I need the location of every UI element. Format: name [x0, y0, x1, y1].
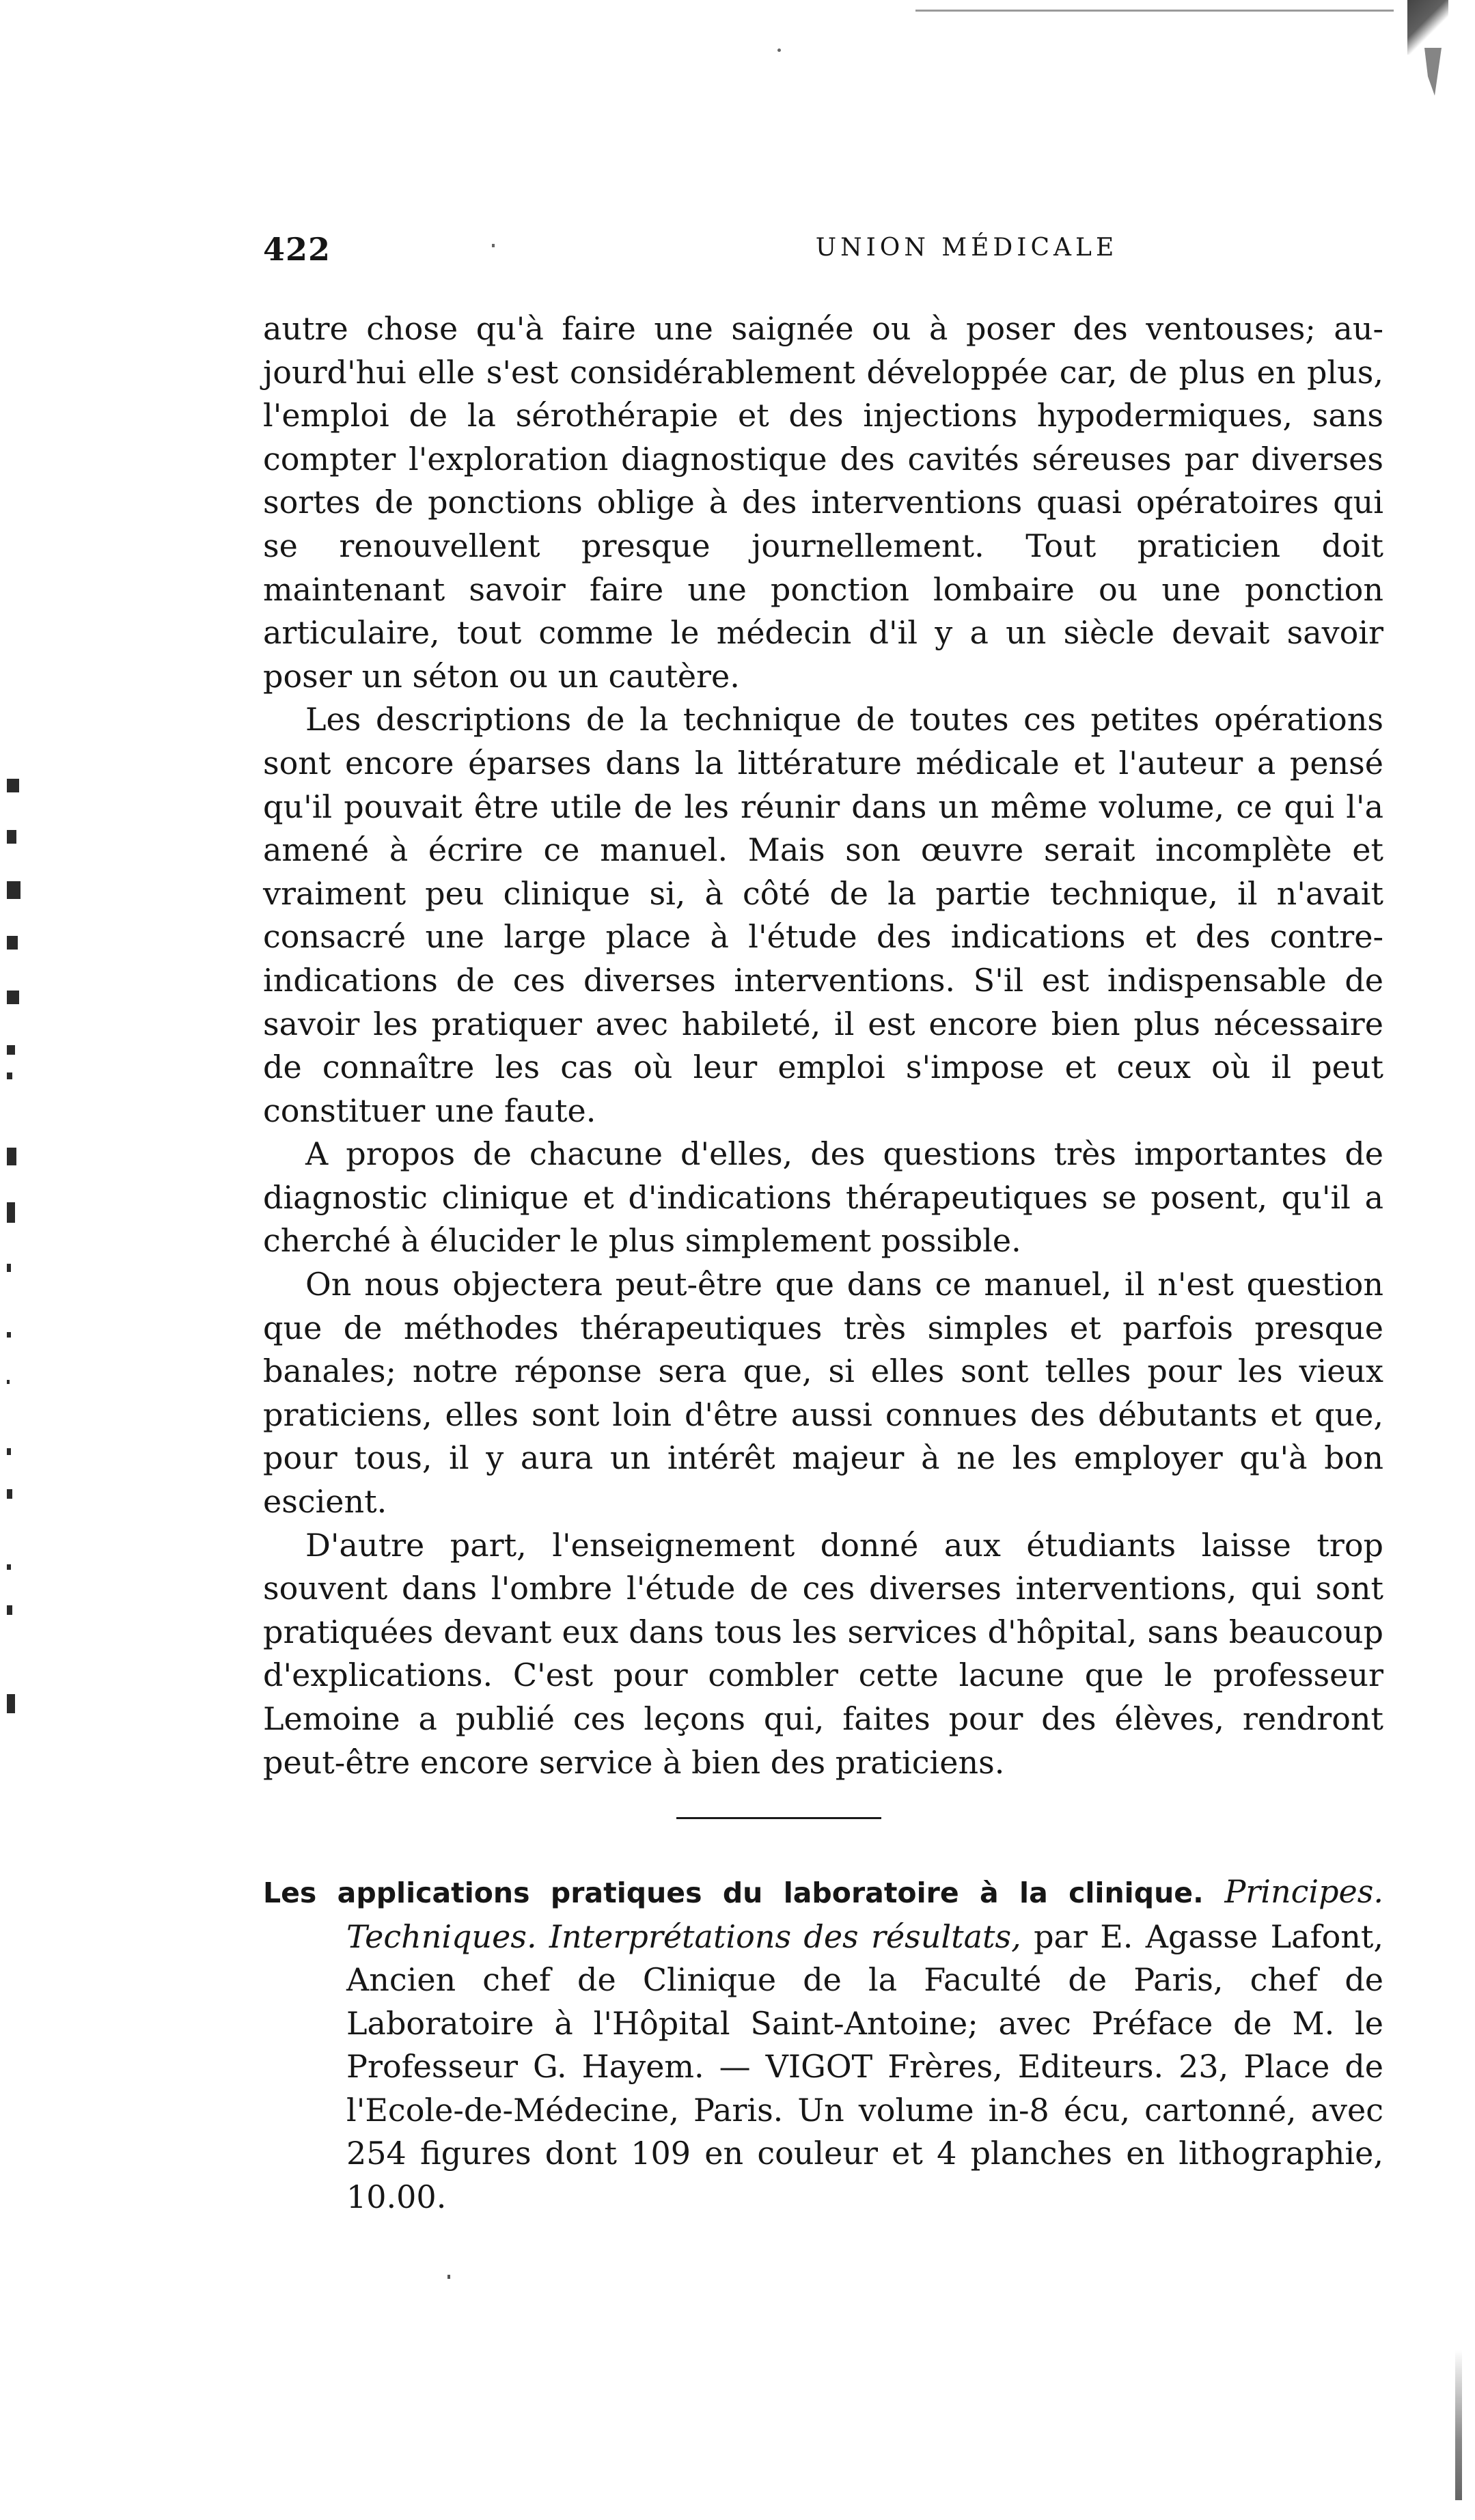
paragraph: autre chose qu'à faire une saignée ou à poser des ventouses; aujourd'hui elle s'est considérablement développée car, de plus en plus, l'emploi de la sérothérapie et des injections hypodermiques, sans compter l'exploration diagnostique des cavités séreuses par diverses sortes de ponctions oblige à des interventions quasi opératoires qui se renouvellent presque journellement. Tout praticien doit maintenant savoir faire une ponction lombaire ou une ponction articulaire, tout comme le médecin d'il y a un siècle devait savoir poser un séton ou un cautère. [263, 310, 1383, 695]
paragraph: A propos de chacune d'elles, des questions très importantes de diagnostic clinique et d'indications thérapeutiques se posent, qu'il a cherché à élucider le plus simplement possible. [263, 1135, 1383, 1260]
scan-artifact-line [915, 10, 1394, 12]
paragraph: On nous objectera peut-être que dans ce manuel, il n'est question que de méthodes thérapeutiques très simples et parfois presque banales; notre réponse sera que, si elles sont telles pour les vieux praticiens, elles sont loin d'être aussi connues des débutants et que, pour tous, il y aura un intérêt majeur à ne les employer qu'à bon escient. [263, 1266, 1383, 1521]
book-entry [263, 1870, 1383, 2219]
book-subtitle: Principes. Techniques. Interprétations des résultats, [346, 1873, 1383, 1955]
scan-artifact-corner-tail [1424, 48, 1442, 96]
margin-bleed-through [7, 765, 38, 1721]
scan-artifact-speck [447, 2275, 450, 2279]
scan-artifact-edge [1455, 2350, 1462, 2500]
paragraph: D'autre part, l'enseignement donné aux étudiants laisse trop souvent dans l'ombre l'étude de ces diverses interventions, qui sont pratiquées devant eux dans tous les services d'hôpital, sans beaucoup d'explications. C'est pour combler cette lacune que le professeur Lemoine a publié ces leçons qui, faites pour des élèves, rendront peut-être encore service à bien des praticiens. [263, 1526, 1383, 1781]
book-details: par E. Agasse Lafont, Ancien chef de Clinique de la Faculté de Paris, chef de Laboratoire à l'Hôpital Saint-Antoine; avec Préface de M. le Professeur G. Hayem. — VIGOT Frères, Editeurs. 23, Place de l'Ecole-de-Médecine, Paris. Un volume in-8 écu, cartonné, avec 254 figures dont 109 en couleur et 4 planches en lithographie, 10.00. [346, 1917, 1383, 2215]
page-number: 422 [263, 231, 331, 268]
journal-title: UNION MÉDICALE [815, 234, 1118, 262]
book-notice [263, 1870, 1383, 2219]
review-body [263, 307, 1383, 1784]
running-head [263, 231, 1383, 272]
scan-artifact-speck [777, 49, 781, 52]
paragraph: Les descriptions de la technique de toutes ces petites opérations sont encore éparses dans la littérature médicale et l'auteur a pensé qu'il pouvait être utile de les réunir dans un même volume, ce qui l'a amené à écrire ce manuel. Mais son œuvre serait incomplète et vraiment peu clinique si, à côté de la partie technique, il n'avait consacré une large place à l'étude des indications et des contre-indications de ces diverses interventions. S'il est indispensable de savoir les pratiquer avec habileté, il est encore bien plus nécessaire de connaître les cas où leur emploi s'impose et ceux où il peut constituer une faute. [263, 701, 1383, 1129]
book-title: Les applications pratiques du laboratoire à la clinique. [263, 1877, 1204, 1909]
section-divider [676, 1817, 881, 1819]
scan-artifact-corner [1407, 0, 1448, 55]
